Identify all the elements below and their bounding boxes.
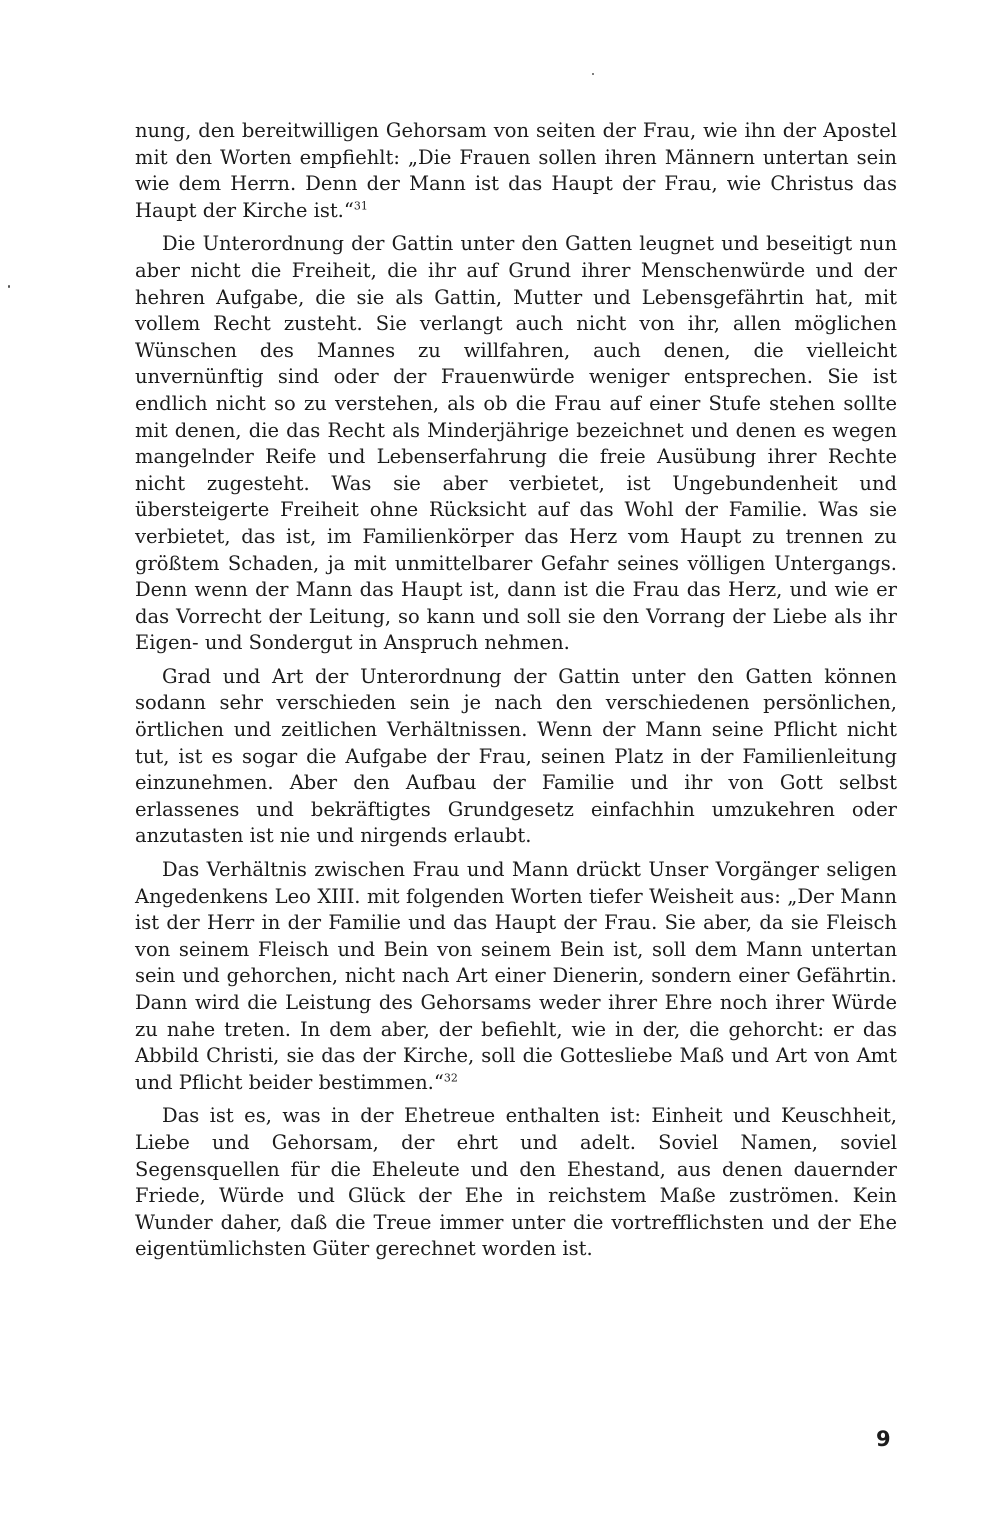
paragraph-5 [135,1103,897,1263]
paragraph-text: Das ist es, was in der Ehetreue enthalten ist: Einheit und Keuschheit, Liebe und Gehorsam, der ehrt und adelt. Soviel Namen, soviel Segensquellen für die Eheleute und den Ehestand, aus denen dauernder Friede, Würde und Glück der Ehe in reichstem Maße zuströmen. Kein Wunder daher, daß die Treue immer unter die vortrefflichsten und der Ehe eigentümlichsten Güter gerechnet worden ist. [135,1104,897,1261]
body-text [135,118,897,1270]
print-speck [8,285,10,288]
footnote-marker: 31 [353,199,368,213]
paragraph-1 [135,118,897,224]
paragraph-text: nung, den bereitwilligen Gehorsam von seiten der Frau, wie ihn der Apostel mit den Worten empfiehlt: „Die Frauen sollen ihren Männern untertan sein wie dem Herrn. Denn der Mann ist das Haupt der Frau, wie Christus das Haupt der Kirche ist.“ [135,119,897,222]
paragraph-2 [135,231,897,657]
paragraph-4 [135,857,897,1096]
page-number: 9 [876,1427,891,1451]
footnote-marker: 32 [443,1071,458,1085]
paragraph-text: Das Verhältnis zwischen Frau und Mann drückt Unser Vorgänger seligen Angedenkens Leo XIII. mit folgenden Worten tiefer Weisheit aus: „Der Mann ist der Herr in der Familie und das Haupt der Frau. Sie aber, da sie Fleisch von seinem Fleisch und Bein von seinem Bein ist, soll dem Mann untertan sein und gehorchen, nicht nach Art einer Dienerin, sondern einer Gefährtin. Dann wird die Leistung des Gehorsams weder ihrer Ehre noch ihrer Würde zu nahe treten. In dem aber, der befiehlt, wie in der, die gehorcht: er das Abbild Christi, sie das der Kirche, soll die Gottesliebe Maß und Art von Amt und Pflicht beider bestimmen.“ [135,858,897,1094]
print-speck [592,73,594,75]
paragraph-text: Grad und Art der Unterordnung der Gattin unter den Gatten können sodann sehr verschieden sein je nach den verschiedenen persönlichen, örtlichen und zeitlichen Verhältnissen. Wenn der Mann seine Pflicht nicht tut, ist es sogar die Aufgabe der Frau, seinen Platz in der Familienleitung einzunehmen. Aber den Aufbau der Familie und ihr von Gott selbst erlassenes und bekräftigtes Grundgesetz einfachhin umzukehren oder anzutasten ist nie und nirgends erlaubt. [135,664,897,848]
paragraph-3 [135,664,897,850]
paragraph-text: Die Unterordnung der Gattin unter den Gatten leugnet und beseitigt nun aber nicht die Freiheit, die ihr auf Grund ihrer Menschenwürde und der hehren Aufgabe, die sie als Gattin, Mutter und Lebensgefährtin hat, mit vollem Recht zusteht. Sie verlangt auch nicht von ihr, allen möglichen Wünschen des Mannes zu willfahren, auch denen, die vielleicht unvernünftig sind oder der Frauenwürde weniger entsprechen. Sie ist endlich nicht so zu verstehen, als ob die Frau auf einer Stufe stehen sollte mit denen, die das Recht als Minderjährige bezeichnet und denen es wegen mangelnder Reife und Lebenserfahrung die freie Ausübung ihrer Rechte nicht zugesteht. Was sie aber verbietet, ist Ungebundenheit und übersteigerte Freiheit ohne Rücksicht auf das Wohl der Familie. Was sie verbietet, das ist, im Familienkörper das Herz vom Haupt zu trennen zu größtem Schaden, ja mit unmittelbarer Gefahr seines völligen Untergangs. Denn wenn der Mann das Haupt ist, dann ist die Frau das Herz, und wie er das Vorrecht der Leitung, so kann und soll sie den Vorrang der Liebe als ihr Eigen- und Sondergut in Anspruch nehmen. [135,232,897,655]
